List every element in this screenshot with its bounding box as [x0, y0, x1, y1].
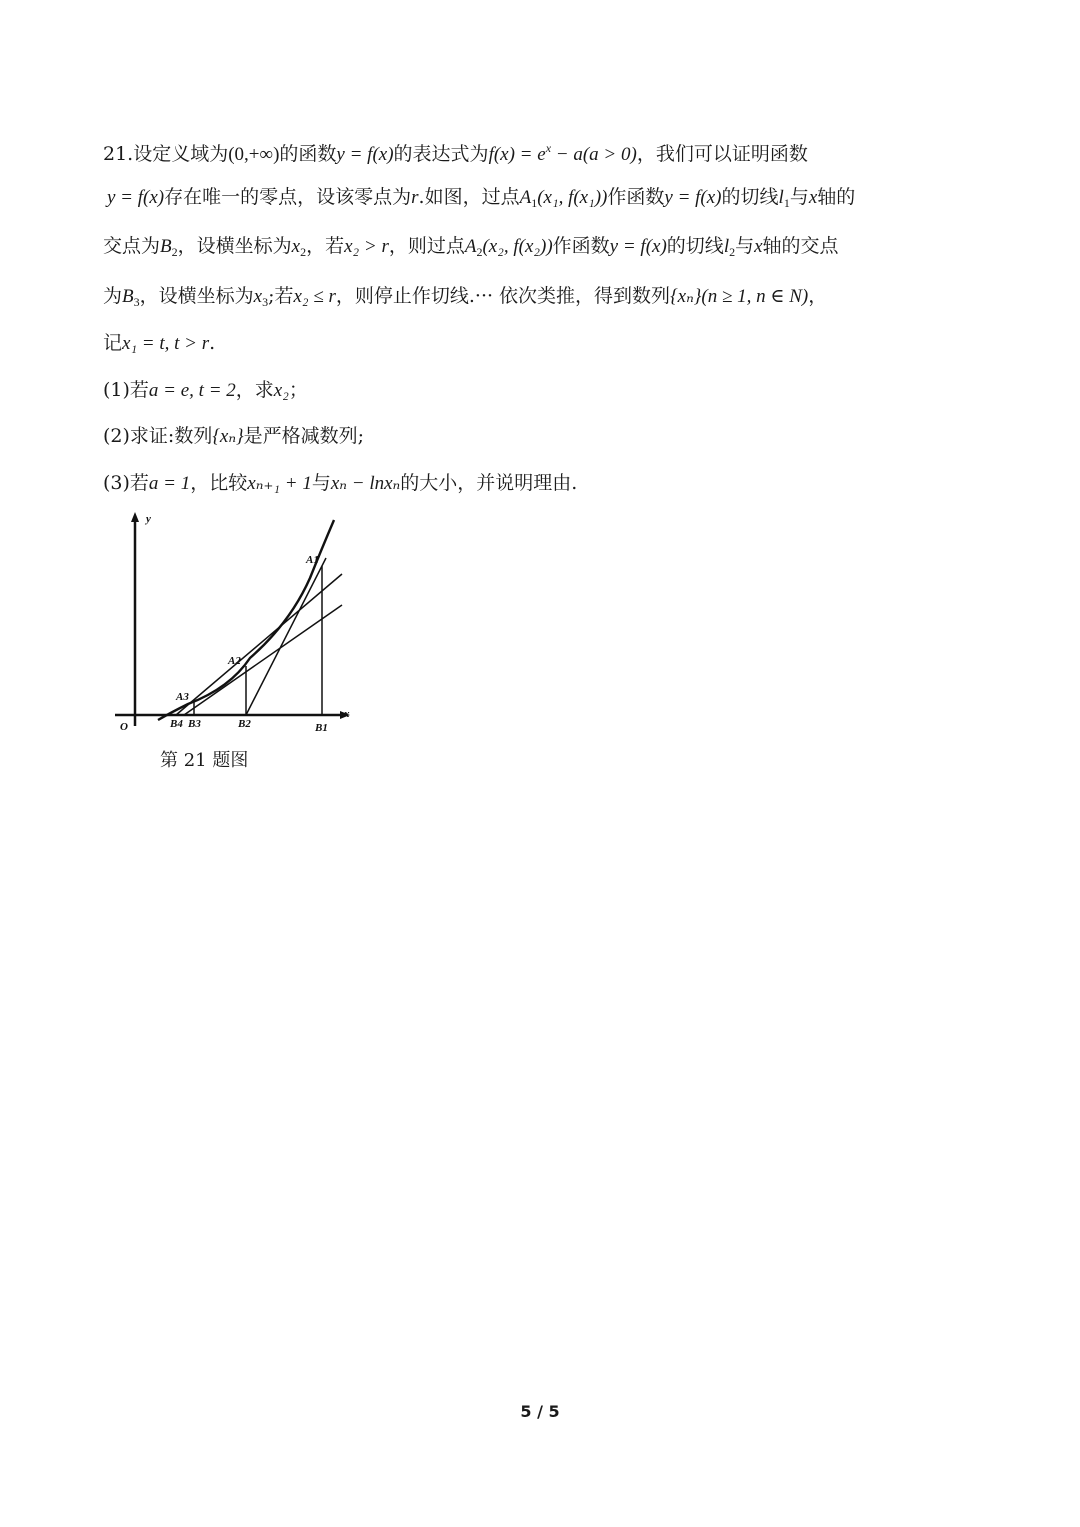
point-a2: A — [464, 236, 477, 257]
point-a1: A — [519, 187, 532, 208]
tangent-line-2 — [176, 574, 342, 715]
function-expr: y = f(x) — [336, 144, 394, 165]
sequence-expr: {xₙ} — [670, 286, 702, 307]
label-x: x — [344, 708, 350, 720]
label-b1: B1 — [315, 722, 328, 734]
label-y: y — [146, 513, 151, 525]
zero-r: r — [411, 187, 419, 208]
question-2: (2)求证:数列{xₙ}是严格减数列; — [103, 425, 365, 447]
problem-line-3: 交点为$B_2$，设横坐标为$x_2$，若x₂ > r，则过点$A_2(x_2$, f(x₂))作函数y = f(x)的切线$l_2$与x轴的交点 — [103, 235, 839, 259]
initial-condition: x₁ = t, t > r — [122, 333, 210, 354]
tangent-line-3 — [184, 605, 342, 715]
condition-expr: x₂ > r — [344, 236, 389, 257]
expr-lhs: f(x) = e — [488, 144, 546, 165]
label-a1: A1 — [306, 554, 319, 566]
problem-line-1: 21.设定义域为(0,+∞)的函数y = f(x)的表达式为$f(x) = e^x - a(a > 0)$，我们可以证明函数 — [103, 141, 808, 165]
problem-number: 21. — [103, 143, 134, 165]
point-a2-coord: (x₂, f(x₂)) — [482, 236, 553, 257]
point-a1-coord: (x₁, f(x₁)) — [537, 187, 608, 208]
label-b4: B4 — [170, 718, 183, 730]
function-expr: y = f(x) — [609, 236, 667, 257]
label-b3: B3 — [188, 718, 201, 730]
question-1: (1)若a = e, t = 2，求x₂； — [103, 379, 308, 401]
page-number: 5 / 5 — [520, 1402, 560, 1421]
function-expr: y = f(x) — [107, 187, 165, 208]
domain-expr: (0,+∞) — [228, 144, 280, 165]
problem-line-4: 为$B_3$，设横坐标为$x_3$;若x₂ ≤ r，则停止作切线.··· 依次类推，得到数列{xₙ}(n ≥ 1, n ∈ N)， — [103, 285, 828, 309]
tangent-l2: l — [723, 236, 730, 257]
function-expr: y = f(x) — [664, 187, 722, 208]
tangent-figure — [110, 508, 360, 738]
point-b3: B — [122, 286, 134, 307]
problem-line-2: y = f(x)存在唯一的零点，设该零点为r.如图，过点$A_1(x_1$, f(x₁))作函数y = f(x)的切线$l_1$与x轴的 — [107, 186, 856, 210]
tangent-line-1 — [246, 558, 326, 715]
tangent-l1: l — [778, 187, 784, 208]
problem-line-5: 记x₁ = t, t > r. — [103, 332, 216, 354]
sequence-condition: (n ≥ 1, n ∈ N) — [701, 286, 809, 307]
question-3: (3)若a = 1，比较xₙ₊₁ + 1与xₙ − lnxₙ的大小，并说明理由. — [103, 472, 578, 494]
y-axis-arrow — [131, 512, 139, 522]
label-b2: B2 — [238, 718, 251, 730]
point-b2: B — [160, 236, 172, 257]
expr-rhs: − a(a > 0) — [551, 144, 637, 165]
label-a2: A2 — [228, 655, 241, 667]
condition-expr: x₂ ≤ r — [293, 286, 336, 307]
label-origin: O — [120, 721, 128, 733]
label-a3: A3 — [176, 691, 189, 703]
expr-sup: x — [545, 141, 552, 155]
figure-caption: 第 21 题图 — [160, 750, 249, 771]
